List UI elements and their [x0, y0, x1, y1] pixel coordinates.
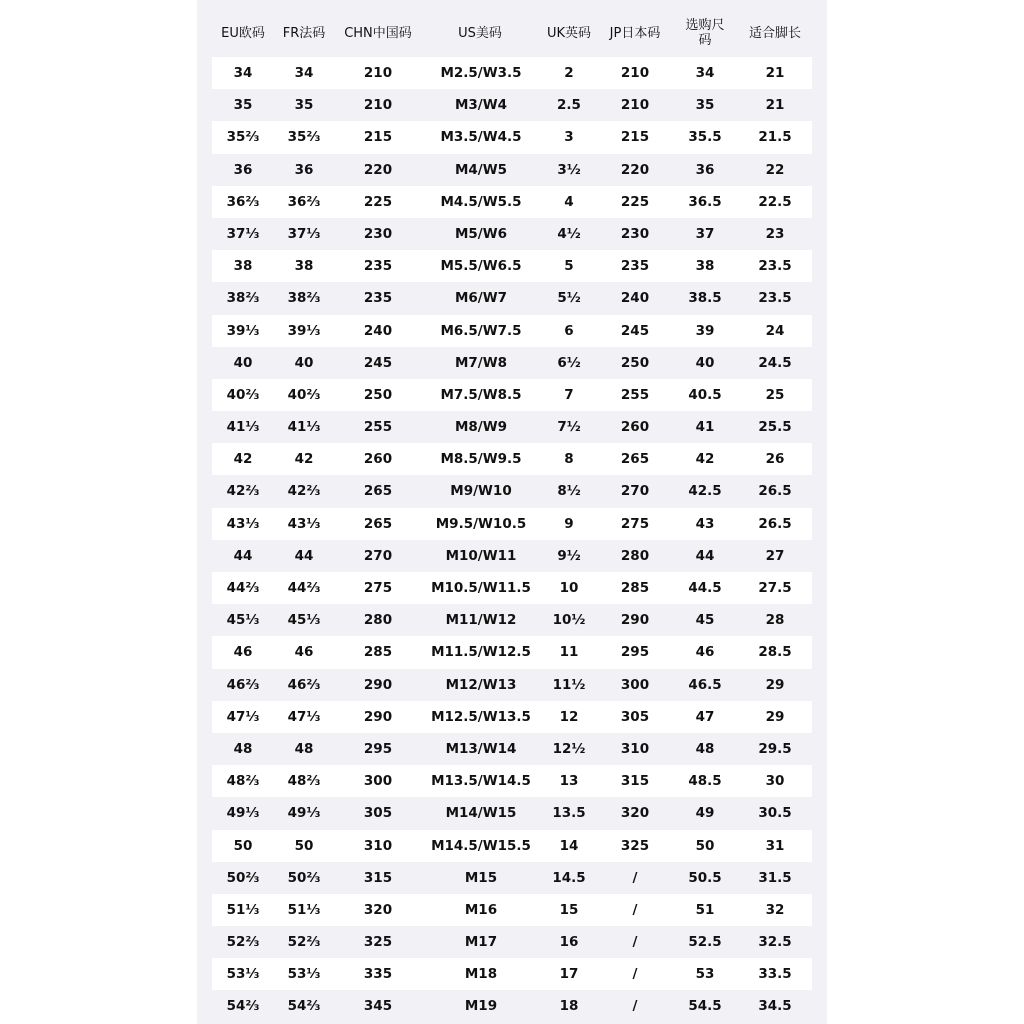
- cell-fr: 44⅔: [287, 580, 321, 596]
- cell-foot-length: 25: [765, 386, 785, 403]
- table-row: [212, 669, 812, 701]
- cell-selected-size: 40: [695, 354, 715, 371]
- cell-eu: 40: [233, 354, 253, 371]
- cell-jp: 305: [620, 708, 650, 725]
- table-row: [212, 572, 812, 604]
- cell-foot-length: 26: [765, 451, 785, 468]
- cell-jp: 215: [620, 129, 650, 146]
- cell-selected-size: 46.5: [688, 676, 722, 693]
- cell-foot-length: 31.5: [758, 869, 792, 886]
- cell-selected-size: 47: [695, 708, 715, 725]
- cell-uk: 8: [564, 451, 574, 468]
- cell-jp: 290: [620, 612, 650, 629]
- cell-us: M14.5/W15.5: [431, 837, 531, 854]
- cell-fr: 35: [294, 97, 314, 114]
- cell-eu: 45⅓: [226, 612, 260, 629]
- cell-chn: 290: [363, 676, 393, 693]
- cell-chn: 300: [363, 773, 393, 790]
- cell-jp: 210: [620, 97, 650, 114]
- cell-eu: 36: [233, 161, 253, 178]
- cell-jp: /: [632, 966, 638, 983]
- cell-eu: 36⅔: [226, 193, 260, 210]
- cell-foot-length: 29: [765, 708, 785, 725]
- cell-chn: 210: [363, 97, 393, 114]
- cell-us: M10/W11: [445, 547, 517, 564]
- cell-eu: 53⅓: [226, 966, 260, 983]
- cell-us: M10.5/W11.5: [431, 580, 531, 596]
- table-row: [212, 154, 812, 186]
- cell-jp: 260: [620, 419, 650, 436]
- cell-eu: 35⅔: [226, 129, 260, 146]
- cell-chn: 310: [363, 837, 393, 854]
- cell-jp: 280: [620, 547, 650, 564]
- cell-jp: /: [632, 998, 638, 1015]
- table-row: [212, 250, 812, 282]
- cell-chn: 240: [363, 322, 393, 339]
- cell-uk: 11½: [552, 676, 586, 693]
- cell-eu: 42⅔: [226, 483, 260, 500]
- cell-selected-size: 50: [695, 837, 715, 854]
- cell-eu: 46⅔: [226, 676, 260, 693]
- cell-fr: 34: [294, 65, 314, 81]
- cell-jp: 220: [620, 161, 650, 178]
- cell-chn: 335: [363, 966, 393, 983]
- cell-foot-length: 30: [765, 773, 785, 790]
- cell-jp: 250: [620, 354, 650, 371]
- cell-foot-length: 23.5: [758, 290, 792, 307]
- cell-chn: 225: [363, 193, 393, 210]
- cell-uk: 12½: [552, 740, 586, 757]
- cell-us: M19: [464, 998, 498, 1015]
- cell-selected-size: 48: [695, 740, 715, 757]
- cell-jp: 255: [620, 386, 650, 403]
- table-row: [212, 218, 812, 250]
- cell-eu: 50: [233, 837, 253, 854]
- cell-eu: 51⅓: [226, 901, 260, 918]
- cell-selected-size: 53: [695, 966, 715, 983]
- cell-eu: 40⅔: [226, 386, 260, 403]
- cell-uk: 7½: [557, 419, 581, 436]
- cell-selected-size: 43: [695, 515, 715, 532]
- cell-fr: 37⅓: [287, 225, 321, 242]
- cell-selected-size: 48.5: [688, 773, 722, 790]
- cell-jp: 270: [620, 483, 650, 500]
- cell-uk: 10½: [552, 612, 586, 629]
- table-row: [212, 733, 812, 765]
- cell-us: M5/W6: [454, 225, 508, 242]
- cell-selected-size: 54.5: [688, 998, 722, 1015]
- cell-uk: 12: [559, 708, 579, 725]
- cell-us: M5.5/W6.5: [440, 258, 522, 275]
- cell-fr: 54⅔: [287, 998, 321, 1015]
- cell-uk: 5: [564, 258, 574, 275]
- cell-foot-length: 26.5: [758, 515, 792, 532]
- cell-uk: 4: [564, 193, 574, 210]
- table-row: [212, 347, 812, 379]
- table-row: [212, 540, 812, 572]
- cell-chn: 235: [363, 258, 393, 275]
- cell-foot-length: 28.5: [758, 644, 792, 661]
- cell-selected-size: 34: [695, 65, 715, 81]
- cell-eu: 44: [233, 547, 253, 564]
- cell-uk: 18: [559, 998, 579, 1015]
- cell-chn: 250: [363, 386, 393, 403]
- cell-chn: 305: [363, 805, 393, 822]
- cell-eu: 34: [233, 65, 253, 81]
- cell-foot-length: 25.5: [758, 419, 792, 436]
- table-row: [212, 636, 812, 668]
- cell-jp: 265: [620, 451, 650, 468]
- table-row: [212, 443, 812, 475]
- cell-eu: 48: [233, 740, 253, 757]
- cell-us: M8/W9: [454, 419, 508, 436]
- cell-selected-size: 49: [695, 805, 715, 822]
- cell-chn: 270: [363, 547, 393, 564]
- header-uk: UK英码: [546, 25, 592, 41]
- cell-selected-size: 50.5: [688, 869, 722, 886]
- cell-chn: 295: [363, 740, 393, 757]
- cell-us: M9/W10: [450, 483, 512, 500]
- table-header: [212, 10, 812, 56]
- cell-foot-length: 22: [765, 161, 785, 178]
- cell-uk: 16: [559, 934, 579, 951]
- cell-chn: 210: [363, 65, 393, 81]
- cell-uk: 15: [559, 901, 579, 918]
- cell-jp: /: [632, 869, 638, 886]
- cell-chn: 320: [363, 901, 393, 918]
- cell-fr: 38⅔: [287, 290, 321, 307]
- table-row: [212, 701, 812, 733]
- cell-uk: 10: [559, 580, 579, 596]
- cell-jp: 315: [620, 773, 650, 790]
- cell-chn: 345: [363, 998, 393, 1015]
- cell-eu: 44⅔: [226, 580, 260, 596]
- cell-fr: 50⅔: [287, 869, 321, 886]
- header-fr: FR法码: [282, 25, 326, 41]
- table-row: [212, 475, 812, 507]
- cell-foot-length: 24.5: [758, 354, 792, 371]
- cell-eu: 52⅔: [226, 934, 260, 951]
- header-selected-size: 选购尺码: [685, 18, 725, 48]
- cell-us: M9.5/W10.5: [435, 515, 527, 532]
- cell-us: M6/W7: [454, 290, 508, 307]
- cell-jp: 225: [620, 193, 650, 210]
- cell-uk: 6½: [557, 354, 581, 371]
- cell-us: M4/W5: [454, 161, 508, 178]
- cell-fr: 51⅓: [287, 901, 321, 918]
- cell-foot-length: 28: [765, 612, 785, 629]
- table-body: [212, 57, 812, 1023]
- cell-chn: 265: [363, 515, 393, 532]
- cell-fr: 42: [294, 451, 314, 468]
- cell-selected-size: 36.5: [688, 193, 722, 210]
- cell-chn: 285: [363, 644, 393, 661]
- cell-foot-length: 21.5: [758, 129, 792, 146]
- cell-foot-length: 21: [765, 97, 785, 114]
- cell-foot-length: 26.5: [758, 483, 792, 500]
- cell-uk: 2.5: [557, 97, 581, 114]
- header-chn: CHN中国码: [344, 25, 412, 41]
- table-row: [212, 926, 812, 958]
- table-row: [212, 765, 812, 797]
- cell-eu: 39⅓: [226, 322, 260, 339]
- cell-fr: 36: [294, 161, 314, 178]
- cell-chn: 290: [363, 708, 393, 725]
- cell-us: M15: [464, 869, 498, 886]
- cell-chn: 275: [363, 580, 393, 596]
- cell-selected-size: 35: [695, 97, 715, 114]
- cell-eu: 38: [233, 258, 253, 275]
- cell-foot-length: 27: [765, 547, 785, 564]
- cell-us: M4.5/W5.5: [440, 193, 522, 210]
- table-row: [212, 990, 812, 1022]
- cell-eu: 46: [233, 644, 253, 661]
- cell-selected-size: 37: [695, 225, 715, 242]
- cell-foot-length: 31: [765, 837, 785, 854]
- cell-chn: 245: [363, 354, 393, 371]
- cell-selected-size: 42: [695, 451, 715, 468]
- cell-foot-length: 30.5: [758, 805, 792, 822]
- cell-eu: 35: [233, 97, 253, 114]
- table-row: [212, 186, 812, 218]
- cell-uk: 6: [564, 322, 574, 339]
- cell-us: M2.5/W3.5: [440, 65, 522, 81]
- cell-uk: 17: [559, 966, 579, 983]
- cell-fr: 39⅓: [287, 322, 321, 339]
- cell-uk: 14: [559, 837, 579, 854]
- cell-fr: 50: [294, 837, 314, 854]
- cell-chn: 215: [363, 129, 393, 146]
- table-row: [212, 830, 812, 862]
- cell-fr: 46: [294, 644, 314, 661]
- cell-fr: 47⅓: [287, 708, 321, 725]
- cell-selected-size: 51: [695, 901, 715, 918]
- cell-foot-length: 27.5: [758, 580, 792, 596]
- cell-us: M17: [464, 934, 498, 951]
- header-jp: JP日本码: [609, 25, 661, 41]
- cell-us: M11.5/W12.5: [431, 644, 531, 661]
- cell-uk: 5½: [557, 290, 581, 307]
- cell-eu: 42: [233, 451, 253, 468]
- cell-fr: 48: [294, 740, 314, 757]
- header-eu: EU欧码: [221, 25, 265, 41]
- cell-selected-size: 44: [695, 547, 715, 564]
- cell-jp: /: [632, 934, 638, 951]
- cell-jp: 210: [620, 65, 650, 81]
- cell-chn: 280: [363, 612, 393, 629]
- table-row: [212, 89, 812, 121]
- table-row: [212, 894, 812, 926]
- cell-us: M7.5/W8.5: [440, 386, 522, 403]
- cell-uk: 7: [564, 386, 574, 403]
- cell-selected-size: 45: [695, 612, 715, 629]
- cell-foot-length: 23.5: [758, 258, 792, 275]
- cell-uk: 11: [559, 644, 579, 661]
- cell-uk: 9½: [557, 547, 581, 564]
- cell-us: M6.5/W7.5: [440, 322, 522, 339]
- cell-eu: 50⅔: [226, 869, 260, 886]
- cell-jp: 230: [620, 225, 650, 242]
- cell-foot-length: 22.5: [758, 193, 792, 210]
- header-us: US美码: [458, 25, 502, 41]
- cell-us: M12.5/W13.5: [431, 708, 531, 725]
- cell-fr: 43⅓: [287, 515, 321, 532]
- cell-uk: 4½: [557, 225, 581, 242]
- cell-eu: 41⅓: [226, 419, 260, 436]
- cell-eu: 43⅓: [226, 515, 260, 532]
- cell-uk: 3½: [557, 161, 581, 178]
- table-row: [212, 379, 812, 411]
- cell-foot-length: 33.5: [758, 966, 792, 983]
- cell-fr: 45⅓: [287, 612, 321, 629]
- cell-eu: 37⅓: [226, 225, 260, 242]
- cell-fr: 35⅔: [287, 129, 321, 146]
- cell-fr: 49⅓: [287, 805, 321, 822]
- cell-jp: 300: [620, 676, 650, 693]
- cell-foot-length: 23: [765, 225, 785, 242]
- cell-us: M12/W13: [445, 676, 517, 693]
- cell-foot-length: 24: [765, 322, 785, 339]
- cell-uk: 13.5: [552, 805, 586, 822]
- cell-fr: 40: [294, 354, 314, 371]
- cell-us: M14/W15: [445, 805, 517, 822]
- cell-eu: 48⅔: [226, 773, 260, 790]
- cell-jp: 285: [620, 580, 650, 596]
- cell-selected-size: 39: [695, 322, 715, 339]
- cell-selected-size: 38.5: [688, 290, 722, 307]
- table-row: [212, 508, 812, 540]
- cell-fr: 36⅔: [287, 193, 321, 210]
- cell-jp: 235: [620, 258, 650, 275]
- cell-us: M11/W12: [445, 612, 517, 629]
- cell-uk: 14.5: [552, 869, 586, 886]
- cell-jp: 240: [620, 290, 650, 307]
- cell-fr: 46⅔: [287, 676, 321, 693]
- cell-foot-length: 34.5: [758, 998, 792, 1015]
- cell-fr: 38: [294, 258, 314, 275]
- cell-selected-size: 38: [695, 258, 715, 275]
- cell-selected-size: 40.5: [688, 386, 722, 403]
- cell-uk: 13: [559, 773, 579, 790]
- cell-eu: 47⅓: [226, 708, 260, 725]
- cell-chn: 235: [363, 290, 393, 307]
- cell-us: M18: [464, 966, 498, 983]
- cell-fr: 48⅔: [287, 773, 321, 790]
- cell-uk: 3: [564, 129, 574, 146]
- header-foot-length: 适合脚长: [748, 25, 801, 41]
- cell-fr: 41⅓: [287, 419, 321, 436]
- cell-foot-length: 29: [765, 676, 785, 693]
- cell-us: M3/W4: [454, 97, 508, 114]
- cell-foot-length: 32: [765, 901, 785, 918]
- cell-chn: 255: [363, 419, 393, 436]
- cell-selected-size: 52.5: [688, 934, 722, 951]
- cell-selected-size: 35.5: [688, 129, 722, 146]
- cell-us: M8.5/W9.5: [440, 451, 522, 468]
- table-row: [212, 121, 812, 153]
- cell-jp: 295: [620, 644, 650, 661]
- cell-us: M7/W8: [454, 354, 508, 371]
- cell-selected-size: 44.5: [688, 580, 722, 596]
- cell-jp: 325: [620, 837, 650, 854]
- cell-fr: 52⅔: [287, 934, 321, 951]
- cell-fr: 40⅔: [287, 386, 321, 403]
- table-row: [212, 862, 812, 894]
- cell-chn: 325: [363, 934, 393, 951]
- cell-chn: 265: [363, 483, 393, 500]
- cell-uk: 2: [564, 65, 574, 81]
- cell-jp: 320: [620, 805, 650, 822]
- table-row: [212, 57, 812, 89]
- table-row: [212, 282, 812, 314]
- cell-eu: 49⅓: [226, 805, 260, 822]
- cell-selected-size: 46: [695, 644, 715, 661]
- cell-jp: 245: [620, 322, 650, 339]
- cell-foot-length: 32.5: [758, 934, 792, 951]
- cell-jp: 275: [620, 515, 650, 532]
- cell-us: M13.5/W14.5: [431, 773, 531, 790]
- table-row: [212, 797, 812, 829]
- cell-selected-size: 41: [695, 419, 715, 436]
- cell-fr: 44: [294, 547, 314, 564]
- cell-selected-size: 36: [695, 161, 715, 178]
- table-row: [212, 958, 812, 990]
- cell-fr: 53⅓: [287, 966, 321, 983]
- table-row: [212, 411, 812, 443]
- table-row: [212, 604, 812, 636]
- cell-foot-length: 29.5: [758, 740, 792, 757]
- cell-chn: 220: [363, 161, 393, 178]
- cell-fr: 42⅔: [287, 483, 321, 500]
- cell-jp: /: [632, 901, 638, 918]
- cell-uk: 9: [564, 515, 574, 532]
- cell-foot-length: 21: [765, 65, 785, 81]
- cell-us: M16: [464, 901, 498, 918]
- cell-jp: 310: [620, 740, 650, 757]
- cell-eu: 54⅔: [226, 998, 260, 1015]
- cell-chn: 230: [363, 225, 393, 242]
- cell-uk: 8½: [557, 483, 581, 500]
- cell-selected-size: 42.5: [688, 483, 722, 500]
- cell-us: M13/W14: [445, 740, 517, 757]
- cell-us: M3.5/W4.5: [440, 129, 522, 146]
- cell-chn: 315: [363, 869, 393, 886]
- table-row: [212, 315, 812, 347]
- cell-chn: 260: [363, 451, 393, 468]
- cell-eu: 38⅔: [226, 290, 260, 307]
